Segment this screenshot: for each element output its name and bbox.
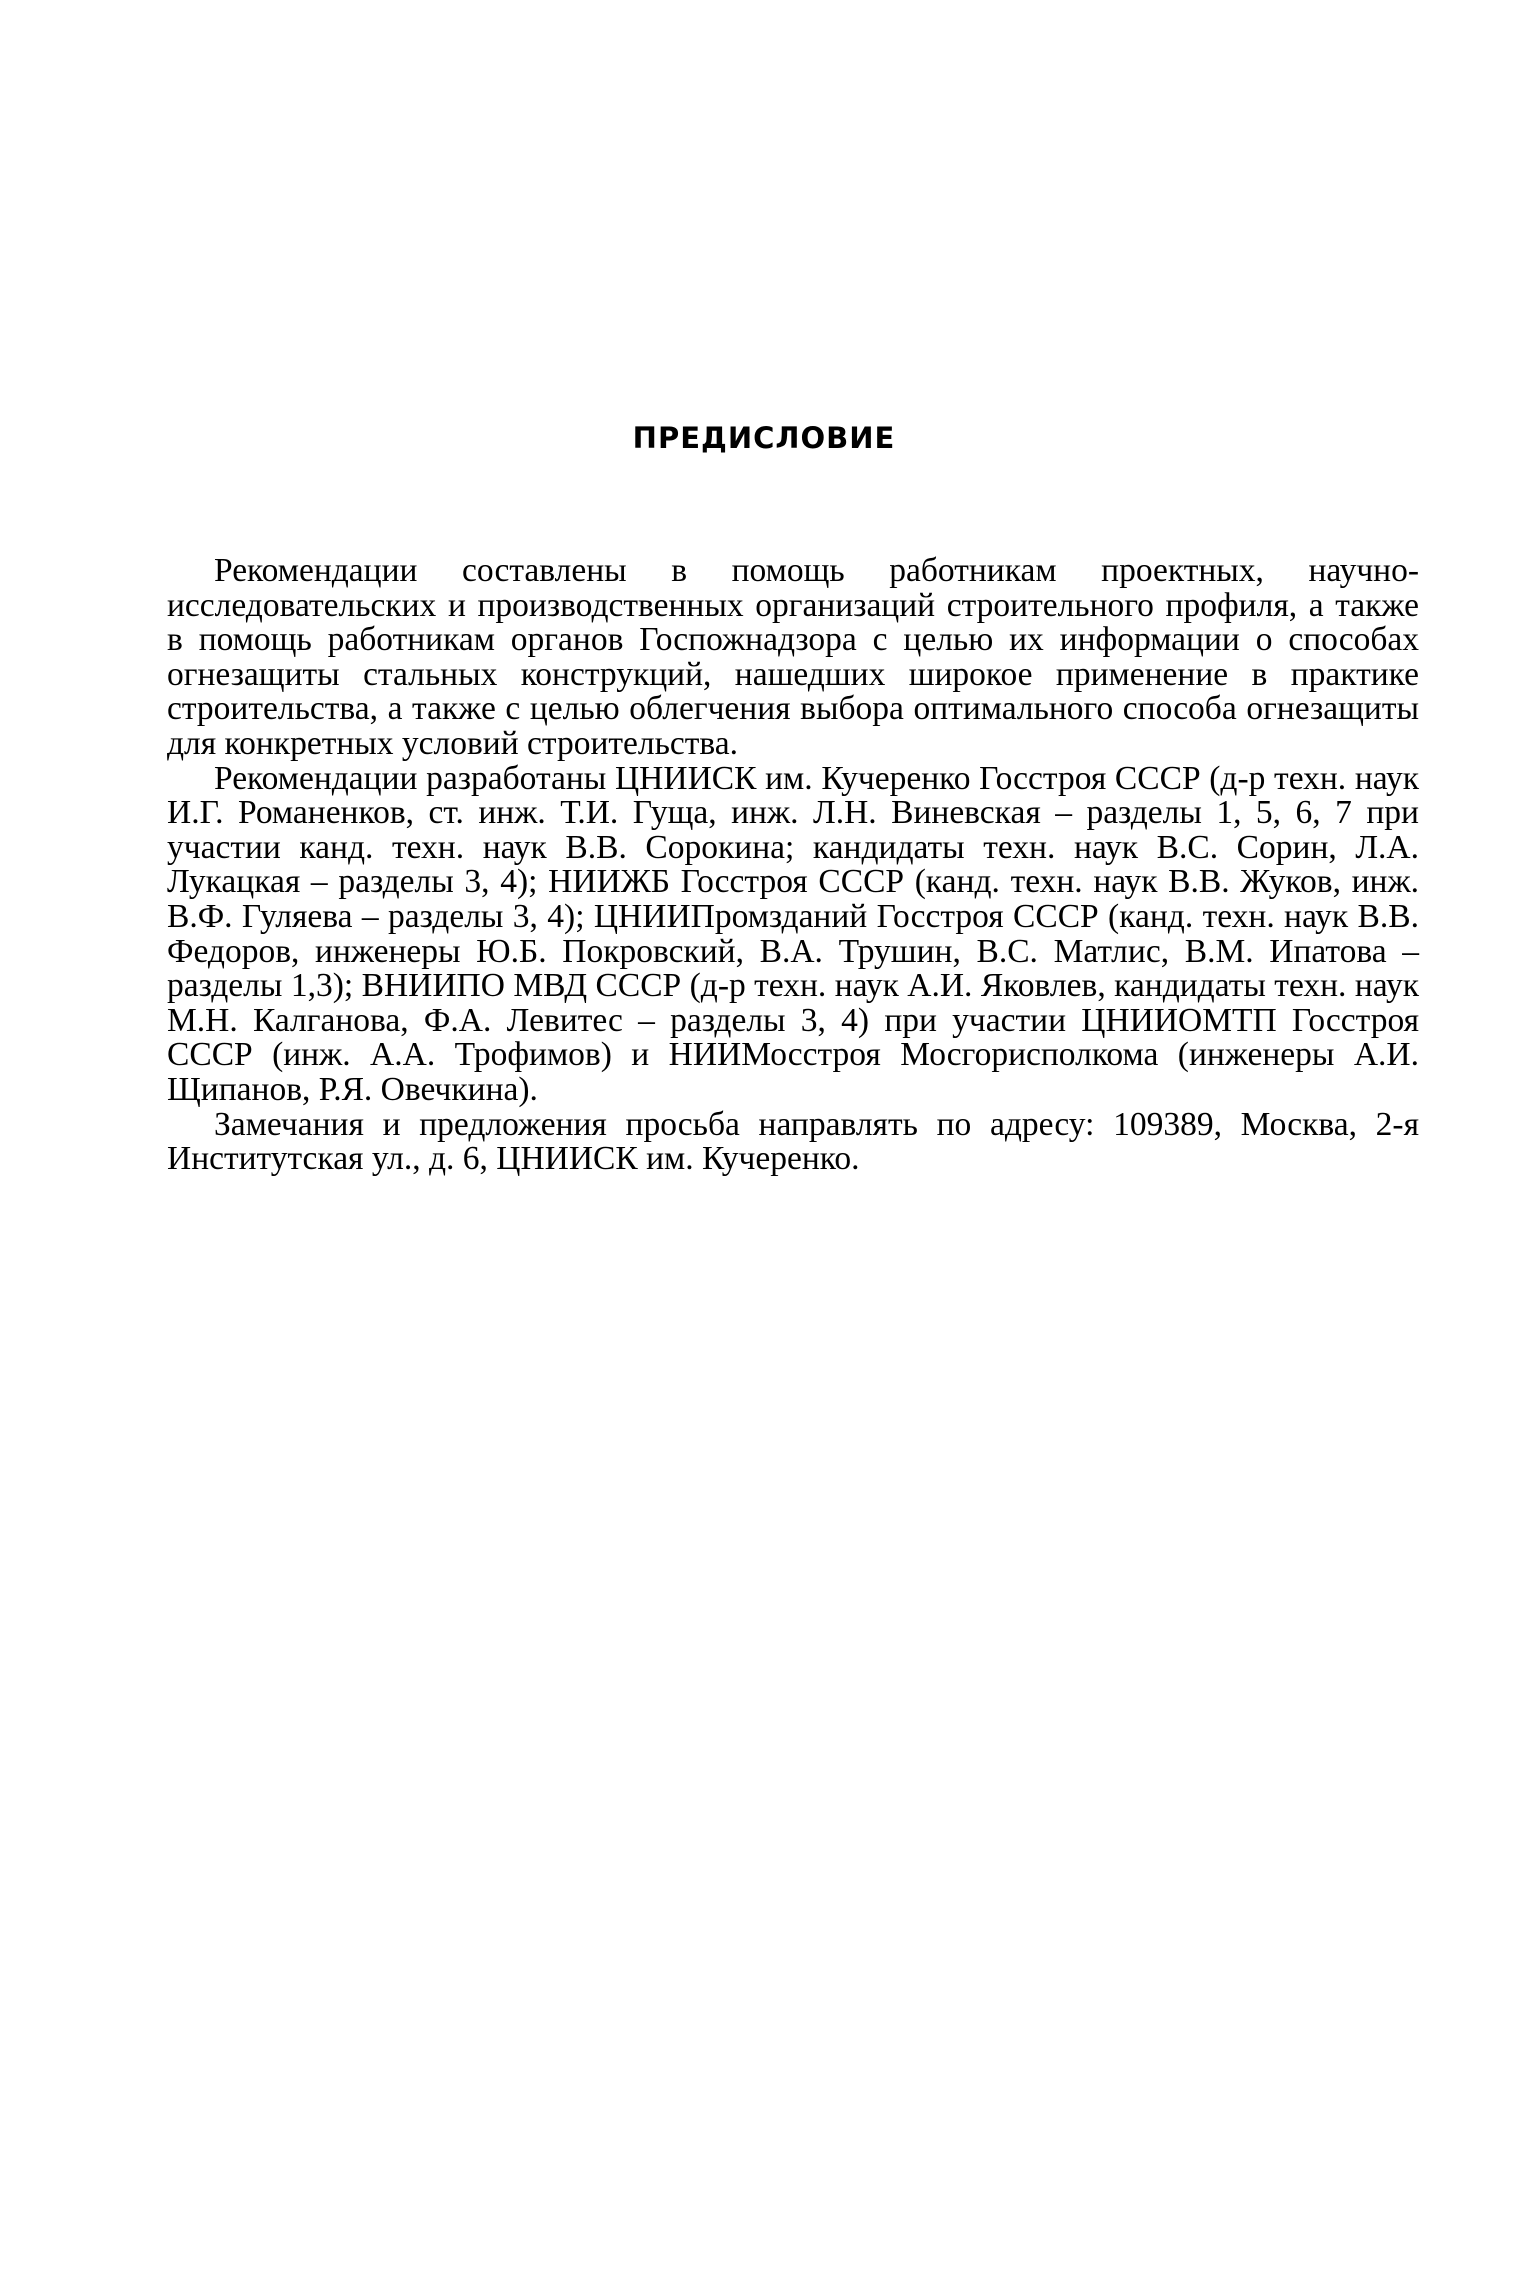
paragraph-purpose: Рекомендации составлены в помощь работникам проектных, научно-исследовательских и производственных организаций строительного профиля, а также в помощь работникам органов Госпожнадзора с целью их информации о способах огнезащиты стальных конструкций, нашедших широкое применение в практике строительства, а также с целью облегчения выбора оптимального способа огнезащиты для конкретных условий строительства. [167,552,1419,762]
paragraph-authors: Рекомендации разработаны ЦНИИСК им. Кучеренко Госстроя СССР (д-р техн. наук И.Г. Романенков, ст. инж. Т.И. Гуща, инж. Л.Н. Виневская – разделы 1, 5, 6, 7 при участии канд. техн. наук В.В. Сорокина; кандидаты техн. наук В.С. Сорин, Л.А. Лукацкая – разделы 3, 4); НИИЖБ Госстроя СССР (канд. техн. наук В.В. Жуков, инж. В.Ф. Гуляева – разделы 3, 4); ЦНИИПромзданий Госстроя СССР (канд. техн. наук В.В. Федоров, инженеры Ю.Б. Покровский, В.А. Трушин, В.С. Матлис, В.М. Ипатова – разделы 1,3); ВНИИПО МВД СССР (д-р техн. наук А.И. Яковлев, кандидаты техн. наук М.Н. Калганова, Ф.А. Левитес – разделы 3, 4) при участии ЦНИИОМТП Госстроя СССР (инж. А.А. Трофимов) и НИИМосстроя Мосгорисполкома (инженеры А.И. Щипанов, Р.Я. Овечкина). [167,759,1419,1108]
preface-body [167,554,1419,1177]
page-title: ПРЕДИСЛОВИЕ [632,421,896,455]
paragraph-contact: Замечания и предложения просьба направлять по адресу: 109389, Москва, 2-я Институтская ул., д. 6, ЦНИИСК им. Кучеренко. [167,1105,1419,1178]
